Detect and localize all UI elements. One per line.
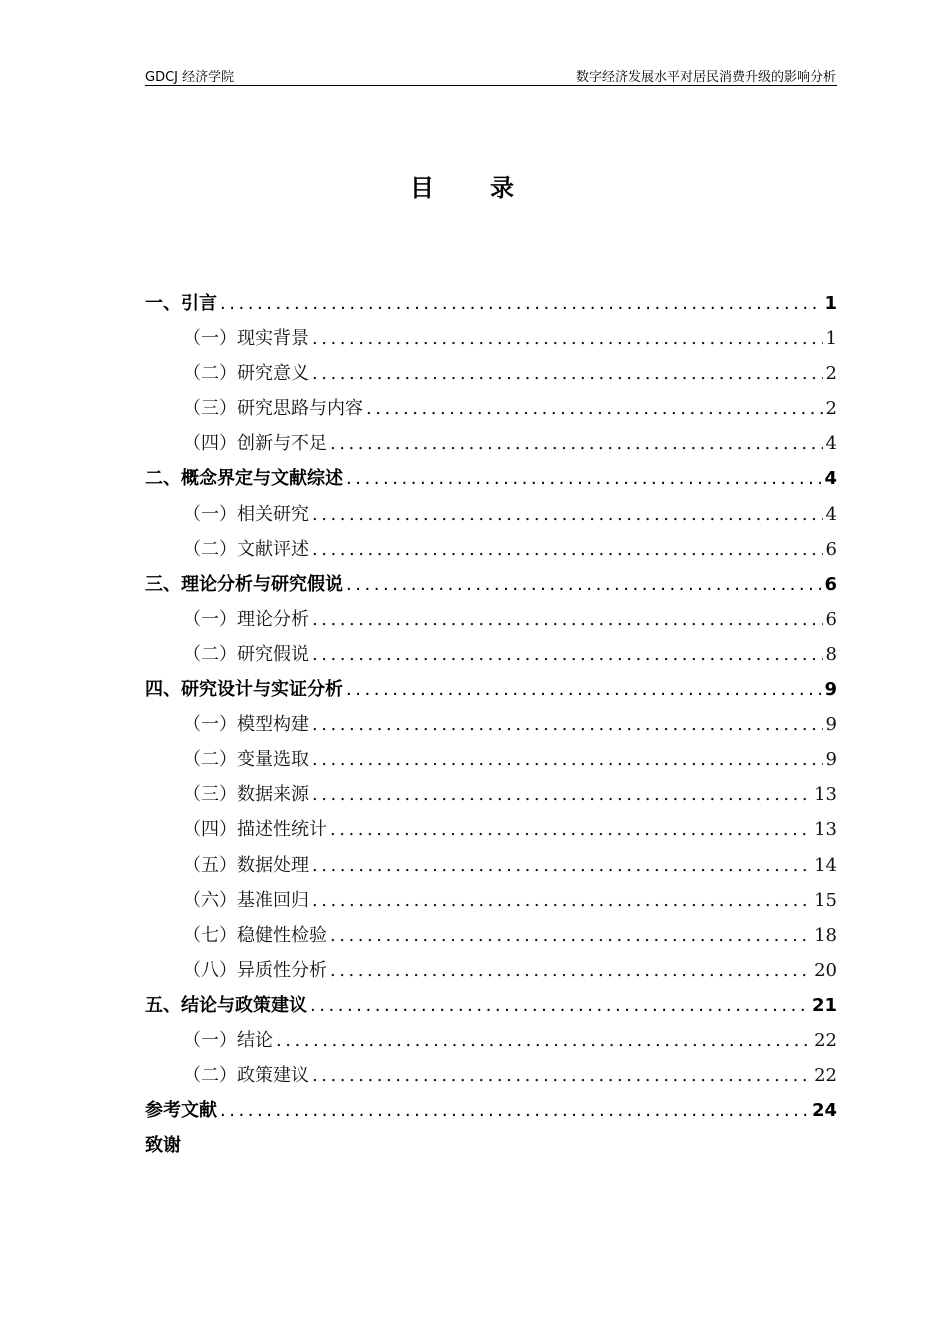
- toc-page-number: 13: [814, 784, 837, 806]
- toc-dot-leader: [312, 644, 823, 665]
- toc-dot-leader: [330, 819, 811, 840]
- toc-page-number: 8: [825, 643, 837, 665]
- toc-section-entry[interactable]: [145, 886, 837, 921]
- toc-entry-label: （一）理论分析: [183, 608, 309, 630]
- toc-entry-label: 四、研究设计与实证分析: [145, 679, 343, 701]
- toc-page-number: 24: [811, 1100, 837, 1122]
- toc-dot-leader: [346, 574, 821, 595]
- toc-section-entry[interactable]: [145, 1061, 837, 1096]
- toc-entry-label: （二）变量选取: [183, 749, 309, 771]
- toc-entry-label: （一）现实背景: [183, 328, 309, 350]
- toc-entry-label: （二）研究假说: [183, 643, 309, 665]
- toc-page-number: 22: [814, 1065, 837, 1087]
- toc-entry-label: （一）相关研究: [183, 503, 309, 525]
- toc-section-entry[interactable]: [145, 500, 837, 535]
- toc-section-entry[interactable]: [145, 1026, 837, 1061]
- toc-page-number: 6: [824, 573, 837, 595]
- toc-entry-label: （一）模型构建: [183, 714, 309, 736]
- toc-entry-label: 致谢: [145, 1135, 181, 1157]
- toc-entry-label: （一）结论: [183, 1029, 273, 1051]
- toc-entry-label: （二）政策建议: [183, 1065, 309, 1087]
- toc-section-entry[interactable]: [145, 815, 837, 850]
- toc-page-number: 9: [824, 679, 837, 701]
- toc-section-entry[interactable]: [145, 780, 837, 815]
- toc-entry-label: （四）描述性统计: [183, 819, 327, 841]
- toc-section-entry[interactable]: [145, 956, 837, 991]
- toc-page-number: 6: [825, 538, 837, 560]
- header-rule: [145, 85, 837, 86]
- toc-dot-leader: [312, 784, 811, 805]
- toc-entry-label: （三）研究思路与内容: [183, 398, 363, 420]
- toc-dot-leader: [276, 1030, 811, 1051]
- toc-dot-leader: [312, 504, 823, 525]
- toc-entry-label: 一、引言: [145, 293, 217, 314]
- toc-page-number: 9: [825, 749, 837, 771]
- toc-entry-label: 二、概念界定与文献综述: [145, 468, 343, 490]
- toc-dot-leader: [310, 995, 809, 1016]
- toc-page-number: 4: [825, 433, 837, 455]
- toc-chapter-entry[interactable]: [145, 289, 837, 324]
- toc-page-number: 2: [825, 363, 837, 385]
- toc-section-entry[interactable]: [145, 605, 837, 640]
- toc-dot-leader: [312, 609, 823, 630]
- toc-section-entry[interactable]: [145, 394, 837, 429]
- toc-dot-leader: [312, 749, 823, 770]
- toc-dot-leader: [346, 468, 821, 489]
- toc-section-entry[interactable]: [145, 429, 837, 464]
- toc-dot-leader: [330, 433, 823, 454]
- toc-section-entry[interactable]: [145, 921, 837, 956]
- toc-section-entry[interactable]: [145, 640, 837, 675]
- toc-entry-label: （四）创新与不足: [183, 433, 327, 455]
- toc-chapter-entry[interactable]: [145, 675, 837, 710]
- toc-page-number: 2: [825, 398, 837, 420]
- toc-page-number: 15: [814, 889, 837, 911]
- toc-entry-label: （三）数据来源: [183, 784, 309, 806]
- toc-page-number: 14: [814, 854, 837, 876]
- toc-entry-label: （六）基准回归: [183, 889, 309, 911]
- toc-dot-leader: [312, 328, 823, 349]
- toc-dot-leader: [366, 398, 823, 419]
- toc-page-number: 4: [825, 503, 837, 525]
- toc-dot-leader: [220, 1100, 809, 1121]
- toc-entry-label: （二）文献评述: [183, 538, 309, 560]
- toc-dot-leader: [220, 293, 821, 314]
- header-thesis-title: 数字经济发展水平对居民消费升级的影响分析: [575, 70, 836, 85]
- toc-chapter-entry[interactable]: [145, 1096, 837, 1131]
- toc-entry-label: 三、理论分析与研究假说: [145, 573, 343, 595]
- toc-dot-leader: [312, 714, 823, 735]
- toc-dot-leader: [330, 925, 811, 946]
- toc-page-number: 1: [825, 328, 837, 350]
- toc-page-number: 20: [814, 959, 837, 981]
- toc-dot-leader: [312, 855, 811, 876]
- toc-dot-leader: [312, 1065, 811, 1086]
- toc-entry-label: 五、结论与政策建议: [145, 994, 307, 1016]
- toc-chapter-entry[interactable]: [145, 1131, 837, 1166]
- toc-entry-label: （五）数据处理: [183, 854, 309, 876]
- toc-dot-leader: [346, 679, 821, 700]
- toc-section-entry[interactable]: [145, 745, 837, 780]
- table-of-contents: [145, 289, 837, 1166]
- toc-section-entry[interactable]: [145, 359, 837, 394]
- toc-chapter-entry[interactable]: [145, 570, 837, 605]
- toc-page-number: 6: [825, 608, 837, 630]
- toc-entry-label: （八）异质性分析: [183, 959, 327, 981]
- toc-page-number: 22: [814, 1029, 837, 1051]
- toc-section-entry[interactable]: [145, 851, 837, 886]
- toc-chapter-entry[interactable]: [145, 464, 837, 499]
- toc-dot-leader: [312, 890, 811, 911]
- toc-page-number: 1: [824, 293, 837, 314]
- toc-title: 目录: [410, 173, 570, 202]
- toc-page-number: 13: [814, 819, 837, 841]
- toc-entry-label: （二）研究意义: [183, 363, 309, 385]
- toc-page-number: 4: [824, 468, 837, 490]
- toc-page-number: 18: [814, 924, 837, 946]
- toc-page-number: 21: [811, 994, 837, 1016]
- toc-page-number: 9: [825, 714, 837, 736]
- toc-section-entry[interactable]: [145, 535, 837, 570]
- toc-section-entry[interactable]: [145, 324, 837, 359]
- toc-chapter-entry[interactable]: [145, 991, 837, 1026]
- toc-entry-label: 参考文献: [145, 1100, 217, 1122]
- toc-section-entry[interactable]: [145, 710, 837, 745]
- toc-entry-label: （七）稳健性检验: [183, 924, 327, 946]
- header-school: GDCJ 经济学院: [145, 70, 235, 85]
- toc-dot-leader: [312, 363, 823, 384]
- toc-dot-leader: [312, 539, 823, 560]
- toc-dot-leader: [330, 960, 811, 981]
